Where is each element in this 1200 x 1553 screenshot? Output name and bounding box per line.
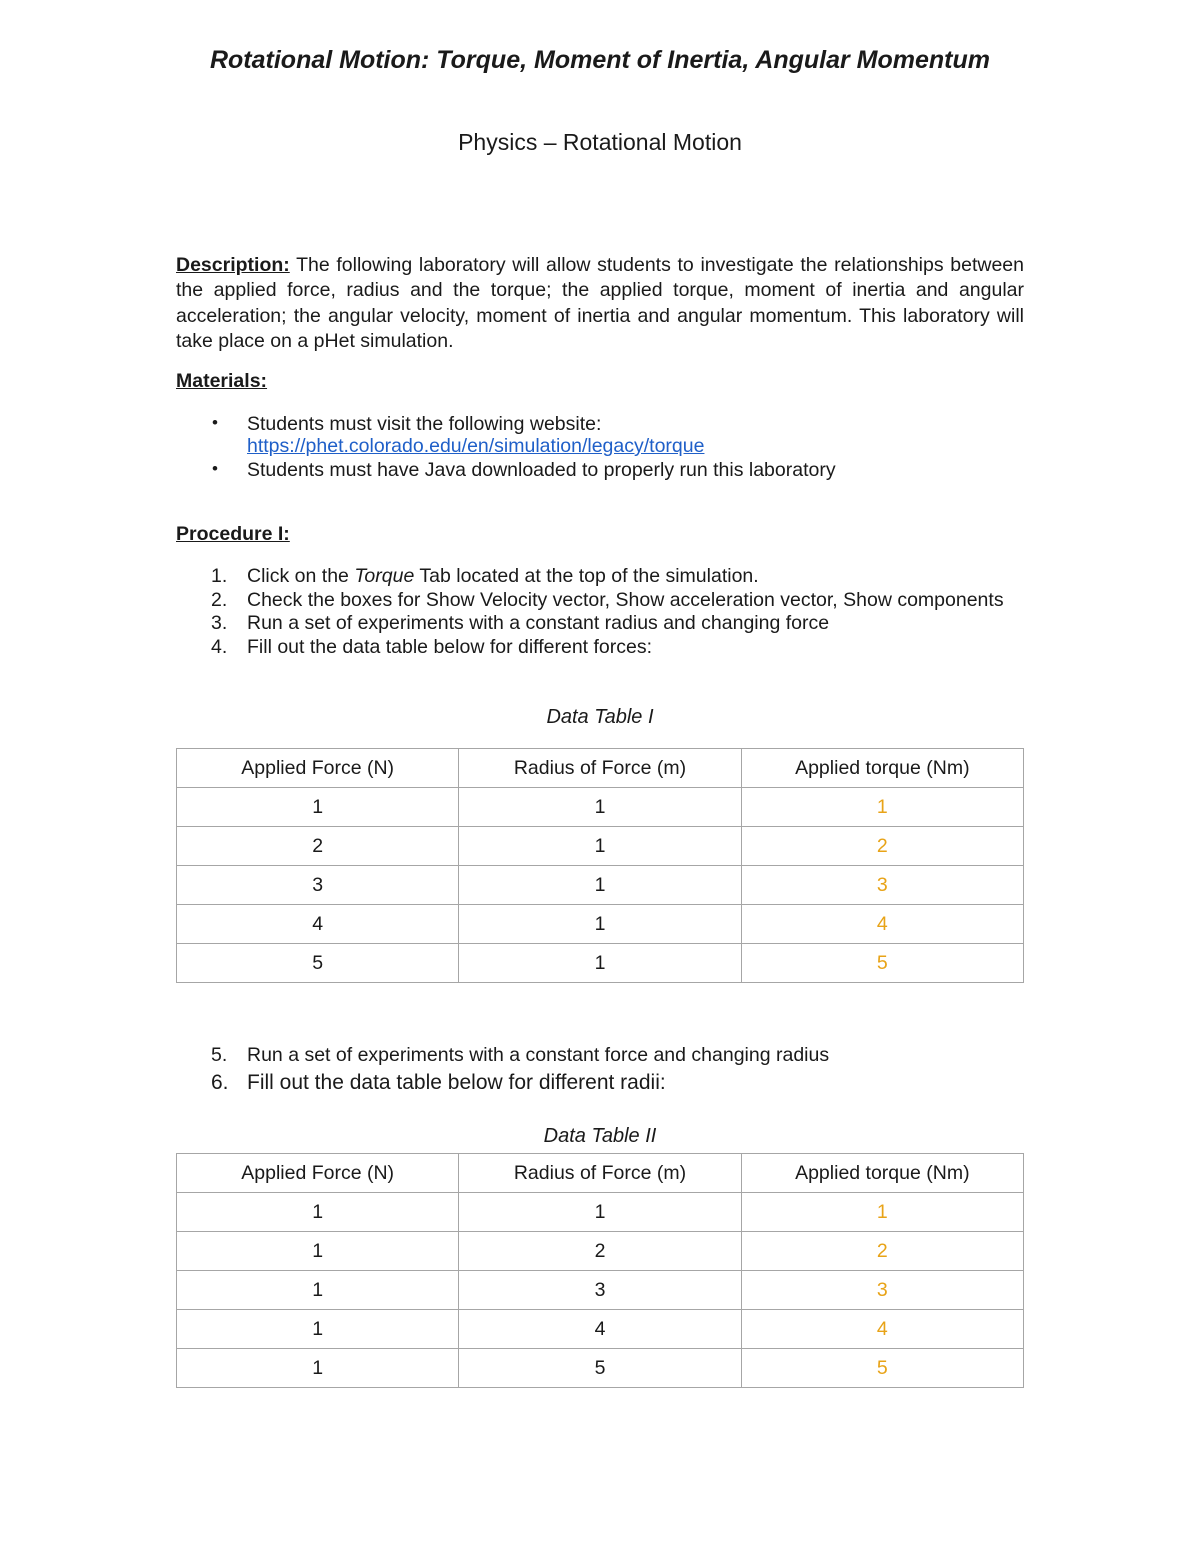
- table-cell: 1: [177, 1193, 459, 1232]
- table-cell: 3: [177, 866, 459, 905]
- step-number: 2.: [211, 588, 228, 611]
- table-header-row: [177, 1154, 1024, 1193]
- table-cell: 1: [177, 1232, 459, 1271]
- description-paragraph: [176, 253, 1024, 354]
- table-cell: 5: [177, 944, 459, 983]
- table-cell-answer: 3: [741, 866, 1023, 905]
- table-cell: 4: [459, 1310, 741, 1349]
- data-table-1: [176, 748, 1024, 983]
- table-cell: 1: [459, 866, 741, 905]
- column-header: Applied Force (N): [177, 749, 459, 788]
- table-row: [177, 1232, 1024, 1271]
- table-cell: 1: [177, 1310, 459, 1349]
- description-label: Description:: [176, 254, 290, 276]
- step-text: Run a set of experiments with a constant force and changing radius: [247, 1044, 830, 1066]
- table-row: [177, 827, 1024, 866]
- table-row: [177, 866, 1024, 905]
- materials-heading: Materials:: [176, 370, 268, 392]
- step-number: 1.: [211, 565, 228, 587]
- procedure-steps-continued: [176, 1044, 1024, 1094]
- step-text: Fill out the data table below for different radii:: [247, 1070, 666, 1094]
- table-row: [177, 1349, 1024, 1388]
- table-cell: 2: [459, 1232, 741, 1271]
- table-row: [177, 944, 1024, 983]
- materials-item-text: Students must visit the following website:: [247, 413, 602, 435]
- table-row: [177, 905, 1024, 944]
- table2-caption: Data Table II: [543, 1125, 657, 1147]
- step-number: 5.: [211, 1044, 228, 1066]
- table-cell: 3: [459, 1271, 741, 1310]
- table-row: [177, 1193, 1024, 1232]
- table-cell-answer: 5: [741, 1349, 1023, 1388]
- table-cell-answer: 3: [741, 1271, 1023, 1310]
- simulation-link[interactable]: https://phet.colorado.edu/en/simulation/legacy/torque: [247, 435, 705, 457]
- bullet-icon: •: [212, 413, 218, 432]
- column-header: Applied torque (Nm): [741, 749, 1023, 788]
- table-cell: 1: [459, 788, 741, 827]
- table-cell: 1: [459, 944, 741, 983]
- step-text: Fill out the data table below for different forces:: [247, 635, 653, 658]
- table-row: [177, 1271, 1024, 1310]
- table-cell-answer: 1: [741, 788, 1023, 827]
- document-title: Rotational Motion: Torque, Moment of Inertia, Angular Momentum: [209, 46, 991, 74]
- table-cell-answer: 2: [741, 1232, 1023, 1271]
- list-item: [176, 636, 1024, 660]
- column-header: Applied torque (Nm): [741, 1154, 1023, 1193]
- bullet-icon: •: [212, 459, 218, 478]
- table-cell: 1: [459, 905, 741, 944]
- list-item: [176, 413, 1024, 457]
- column-header: Applied Force (N): [177, 1154, 459, 1193]
- list-item: [176, 1044, 1024, 1068]
- step-text: Run a set of experiments with a constant radius and changing force: [247, 612, 830, 634]
- step-emphasis: Torque: [354, 565, 415, 587]
- table-cell-answer: 1: [741, 1193, 1023, 1232]
- description-text: The following laboratory will allow students to investigate the relationships between the applied force, radius and the torque; the applied torque, moment of inertia and angular acceleration; the angular velocity, moment of inertia and angular momentum. This laboratory will take place on a pHet simulation.: [176, 254, 1024, 352]
- materials-list: [176, 413, 1024, 481]
- procedure-heading: Procedure I:: [176, 523, 290, 545]
- list-item: [176, 612, 1024, 636]
- step-number: 4.: [211, 635, 228, 658]
- table-cell-answer: 5: [741, 944, 1023, 983]
- step-text: Check the boxes for Show Velocity vector, Show acceleration vector, Show components: [247, 588, 1004, 611]
- step-number: 6.: [211, 1070, 229, 1094]
- table-cell: 1: [177, 788, 459, 827]
- materials-item-text: Students must have Java downloaded to properly run this laboratory: [247, 459, 836, 481]
- table-cell-answer: 2: [741, 827, 1023, 866]
- table1-caption: Data Table I: [546, 706, 654, 728]
- column-header: Radius of Force (m): [459, 1154, 741, 1193]
- table-cell: 2: [177, 827, 459, 866]
- step-text: Tab located at the top of the simulation.: [414, 565, 759, 587]
- table-cell-answer: 4: [741, 1310, 1023, 1349]
- list-item: [176, 565, 1024, 589]
- table-cell-answer: 4: [741, 905, 1023, 944]
- table-cell: 1: [459, 827, 741, 866]
- table-row: [177, 788, 1024, 827]
- table-cell: 4: [177, 905, 459, 944]
- table-cell: 1: [177, 1271, 459, 1310]
- table-header-row: [177, 749, 1024, 788]
- data-table-2: [176, 1153, 1024, 1388]
- column-header: Radius of Force (m): [459, 749, 741, 788]
- list-item: [176, 1071, 1024, 1095]
- table-cell: 1: [177, 1349, 459, 1388]
- table-cell: 5: [459, 1349, 741, 1388]
- step-text: Click on the: [247, 565, 355, 587]
- list-item: [176, 459, 1024, 481]
- list-item: [176, 589, 1024, 613]
- table-cell: 1: [459, 1193, 741, 1232]
- document-subtitle: Physics – Rotational Motion: [458, 129, 742, 155]
- table-row: [177, 1310, 1024, 1349]
- step-number: 3.: [211, 612, 228, 634]
- procedure-steps: [176, 565, 1024, 659]
